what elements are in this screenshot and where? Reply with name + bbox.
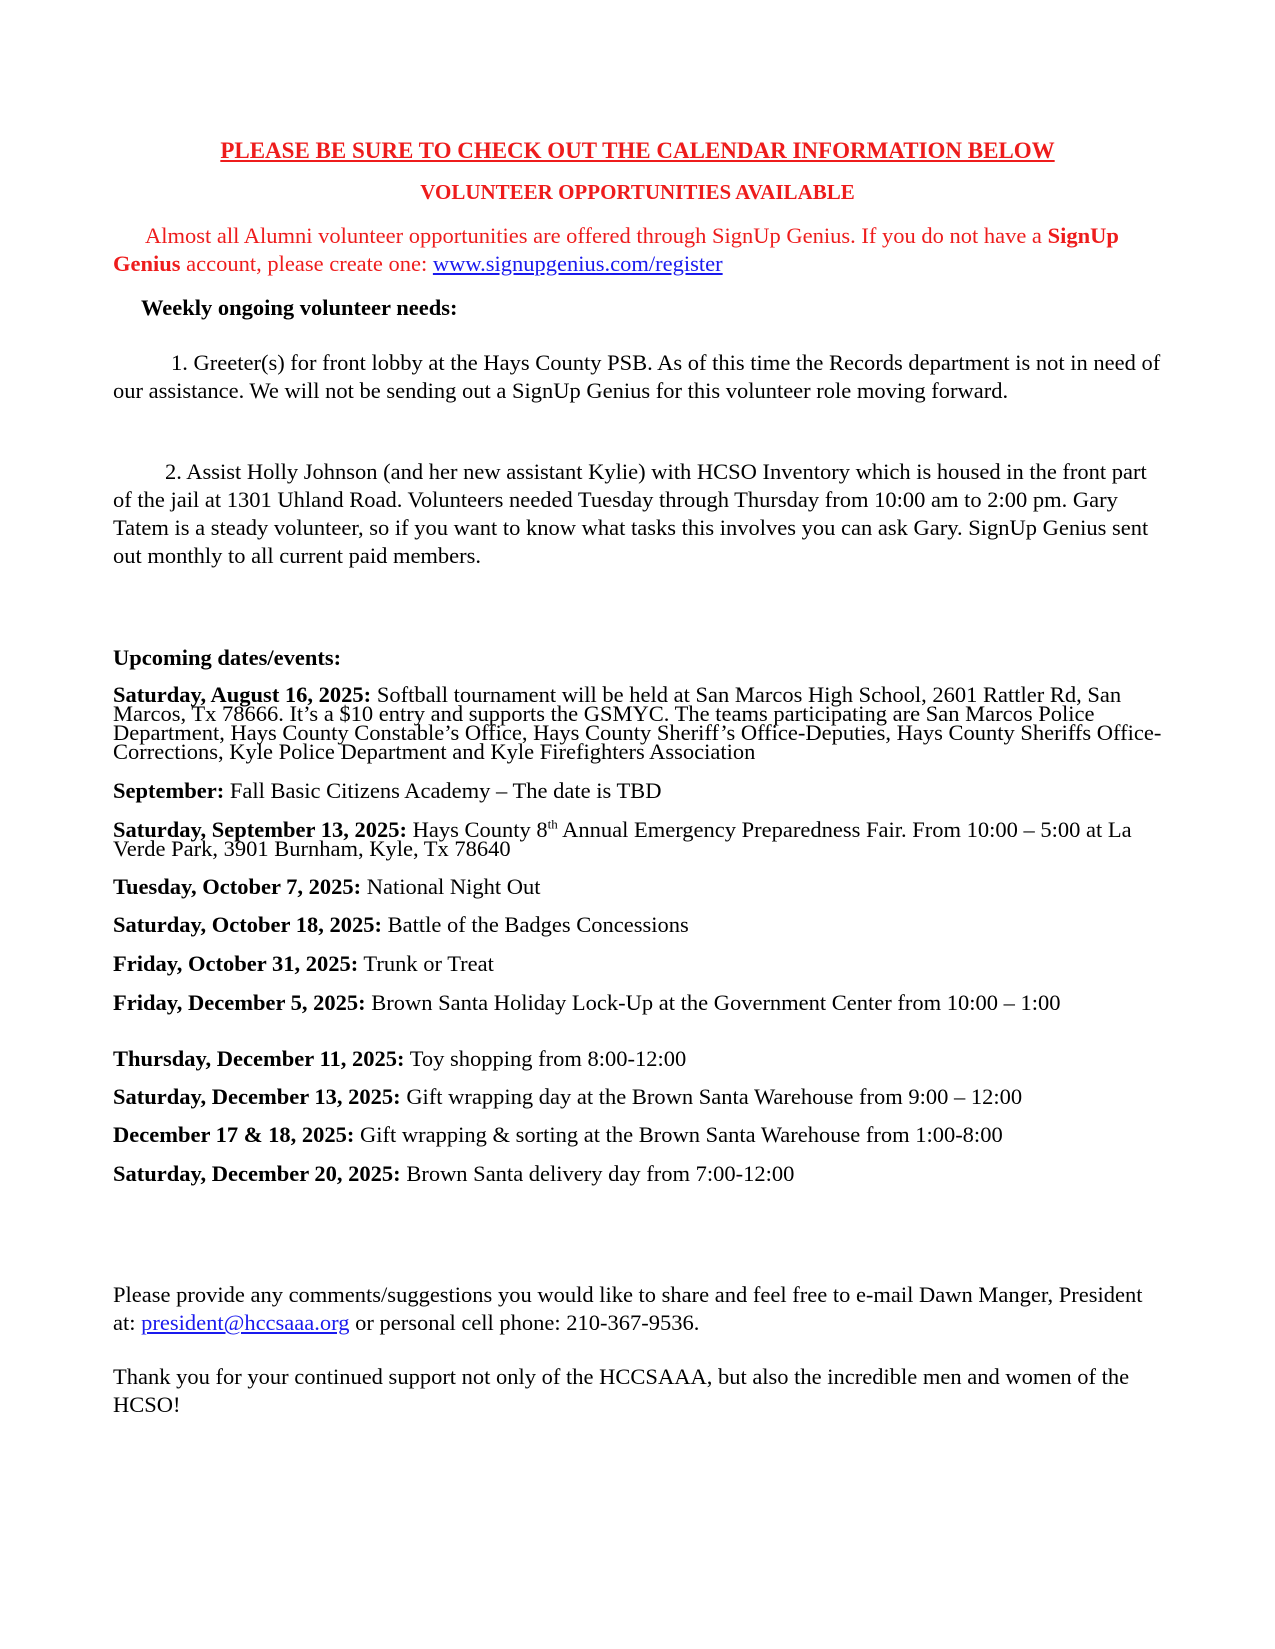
signup-register-link[interactable]: www.signupgenius.com/register — [432, 251, 723, 276]
event-desc: Brown Santa Holiday Lock-Up at the Government Center from 10:00 – 1:00 — [371, 990, 1061, 1015]
signup-intro — [113, 222, 1163, 278]
event-desc: Trunk or Treat — [363, 951, 494, 976]
event-item — [113, 816, 1173, 861]
weekly-need-2-text: 2. Assist Holly Johnson (and her new assistant Kylie) with HCSO Inventory which is housed in the front part of the jail at 1301 Uhland Road. Volunteers needed Tuesday through Thursday from 10:00 am to 2:00 pm. Gary Tatem is a steady volunteer, so if you want to know what tasks this involves you can ask Gary. SignUp Genius sent out monthly to all current paid members. — [113, 459, 1149, 568]
event-desc: Toy shopping from 8:00-12:00 — [409, 1046, 687, 1071]
event-desc: Gift wrapping day at the Brown Santa Warehouse from 9:00 – 12:00 — [406, 1084, 1023, 1109]
calendar-notice-heading: PLEASE BE SURE TO CHECK OUT THE CALENDAR INFORMATION BELOW — [220, 138, 1055, 163]
event-date: September: — [113, 778, 225, 803]
event-desc: Brown Santa delivery day from 7:00-12:00 — [406, 1161, 795, 1186]
event-desc: Softball tournament will be held at San Marcos High School, 2601 Rattler Rd, San Marcos, Tx 78666. It’s a $10 entry and supports the GSMYC. The teams participating are San Marcos Police Department, Hays County Constable’s Office, Hays County Sheriff’s Office-Deputies, Hays County Sheriffs Office-Corrections, Kyle Police Department and Kyle Firefighters Association — [113, 682, 1162, 764]
signup-genius-name: SignUp Genius — [113, 223, 1119, 276]
event-date: Friday, October 31, 2025: — [113, 951, 359, 976]
event-item — [113, 911, 1173, 939]
signup-intro-text: Almost all Alumni volunteer opportunities are offered through SignUp Genius. If you do not have a — [145, 223, 1042, 248]
event-item — [113, 950, 1173, 978]
event-item — [113, 990, 1173, 1015]
weekly-needs-heading: Weekly ongoing volunteer needs: — [141, 295, 458, 320]
event-date: Thursday, December 11, 2025: — [113, 1046, 405, 1071]
comments-text: Please provide any comments/suggestions you would like to share and feel free to e-mail Dawn Manger, President at: — [113, 1282, 1143, 1335]
weekly-need-1 — [113, 349, 1163, 405]
event-date: December 17 & 18, 2025: — [113, 1122, 355, 1147]
volunteer-opportunities-heading: VOLUNTEER OPPORTUNITIES AVAILABLE — [420, 180, 855, 204]
thank-you-paragraph: Thank you for your continued support not only of the HCCSAAA, but also the incredible men and women of the HCSO! — [113, 1364, 1130, 1417]
event-item — [113, 1121, 1173, 1149]
comments-paragraph — [113, 1281, 1163, 1337]
event-desc: Gift wrapping & sorting at the Brown Santa Warehouse from 1:00-8:00 — [360, 1122, 1003, 1147]
event-item — [113, 682, 1173, 764]
upcoming-heading: Upcoming dates/events: — [113, 645, 342, 670]
event-date: Saturday, December 13, 2025: — [113, 1084, 401, 1109]
event-desc: Fall Basic Citizens Academy – The date is TBD — [229, 778, 662, 803]
event-desc: Hays County 8th Annual Emergency Preparedness Fair. From 10:00 – 5:00 at La Verde Park, 3901 Burnham, Kyle, Tx 78640 — [113, 816, 1132, 861]
event-item — [113, 1083, 1173, 1111]
president-email-link[interactable]: president@hccsaaa.org — [141, 1310, 350, 1335]
comments-text-2: or personal cell phone: 210-367-9536. — [355, 1310, 700, 1335]
event-date: Saturday, August 16, 2025: — [113, 682, 372, 707]
event-date: Friday, December 5, 2025: — [113, 990, 366, 1015]
event-item — [113, 873, 1173, 901]
signup-intro-text-2: account, please create one: — [186, 251, 428, 276]
event-date: Saturday, September 13, 2025: — [113, 817, 407, 842]
event-desc: Battle of the Badges Concessions — [387, 912, 689, 937]
event-date: Tuesday, October 7, 2025: — [113, 874, 362, 899]
event-item — [113, 777, 1173, 805]
event-date: Saturday, October 18, 2025: — [113, 912, 382, 937]
event-desc: National Night Out — [366, 874, 541, 899]
weekly-need-1-text: 1. Greeter(s) for front lobby at the Hays County PSB. As of this time the Records department is not in need of our assistance. We will not be sending out a SignUp Genius for this volunteer role moving forward. — [113, 350, 1161, 403]
event-item — [113, 1160, 1173, 1188]
event-item — [113, 1045, 1173, 1073]
weekly-need-2 — [113, 458, 1163, 570]
event-date: Saturday, December 20, 2025: — [113, 1161, 401, 1186]
